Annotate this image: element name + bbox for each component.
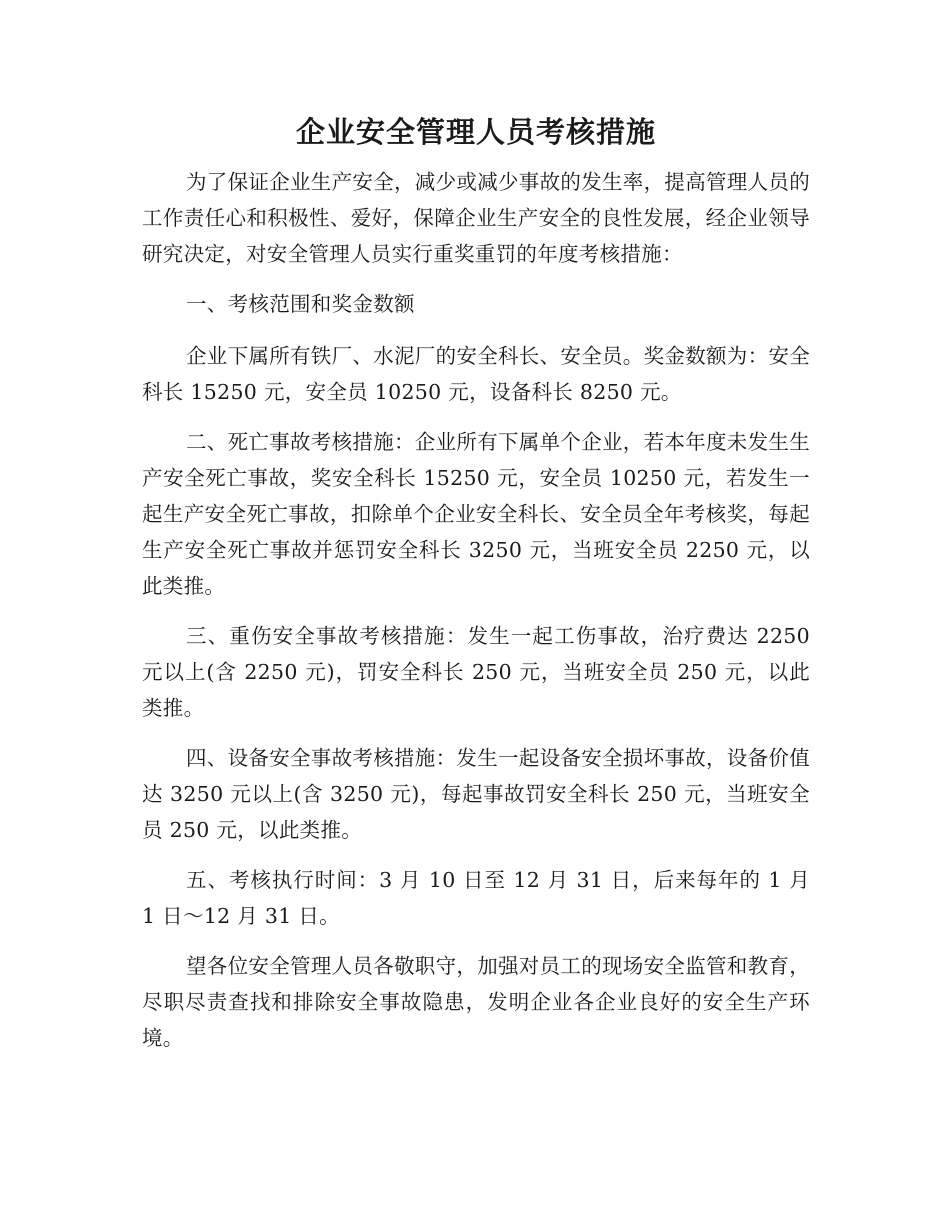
paragraph-section-1-heading: 一、考核范围和奖金数额 [186,292,415,316]
paragraph-execution-period: 五、考核执行时间：3 月 10 日至 12 月 31 日，后来每年的 1 月 1 日～12 月 31 日。 [142,868,810,928]
paragraph-scope-and-bonus: 企业下属所有铁厂、水泥厂的安全科长、安全员。奖金数额为：安全科长 15250 元，安全员 10250 元，设备科长 8250 元。 [142,344,810,404]
paragraph-intro: 为了保证企业生产安全，减少或减少事故的发生率，提高管理人员的工作责任心和积极性、爱好，保障企业生产安全的良性发展，经企业领导研究决定，对安全管理人员实行重奖重罚的年度考核措施： [142,170,810,266]
paragraph-fatal-accident: 二、死亡事故考核措施：企业所有下属单个企业，若本年度未发生生产安全死亡事故，奖安全科长 15250 元，安全员 10250 元，若发生一起生产安全死亡事故，扣除单个企业安全科长、安全员全年考核奖，每起生产安全死亡事故并惩罚安全科长 3250 元，当班安全员 2250 元，以此类推。 [142,430,810,598]
paragraph-closing: 望各位安全管理人员各敬职守，加强对员工的现场安全监管和教育，尽职尽责查找和排除安全事故隐患，发明企业各企业良好的安全生产环境。 [142,954,810,1050]
document-title: 企业安全管理人员考核措施 [295,115,656,149]
paragraph-equipment-accident: 四、设备安全事故考核措施：发生一起设备安全损坏事故，设备价值达 3250 元以上(含 3250 元)，每起事故罚安全科长 250 元，当班安全员 250 元，以此类推。 [142,746,810,842]
paragraph-serious-injury: 三、重伤安全事故考核措施：发生一起工伤事故，治疗费达 2250 元以上(含 2250 元)，罚安全科长 250 元，当班安全员 250 元，以此类推。 [142,624,810,720]
document-body [142,112,810,1070]
